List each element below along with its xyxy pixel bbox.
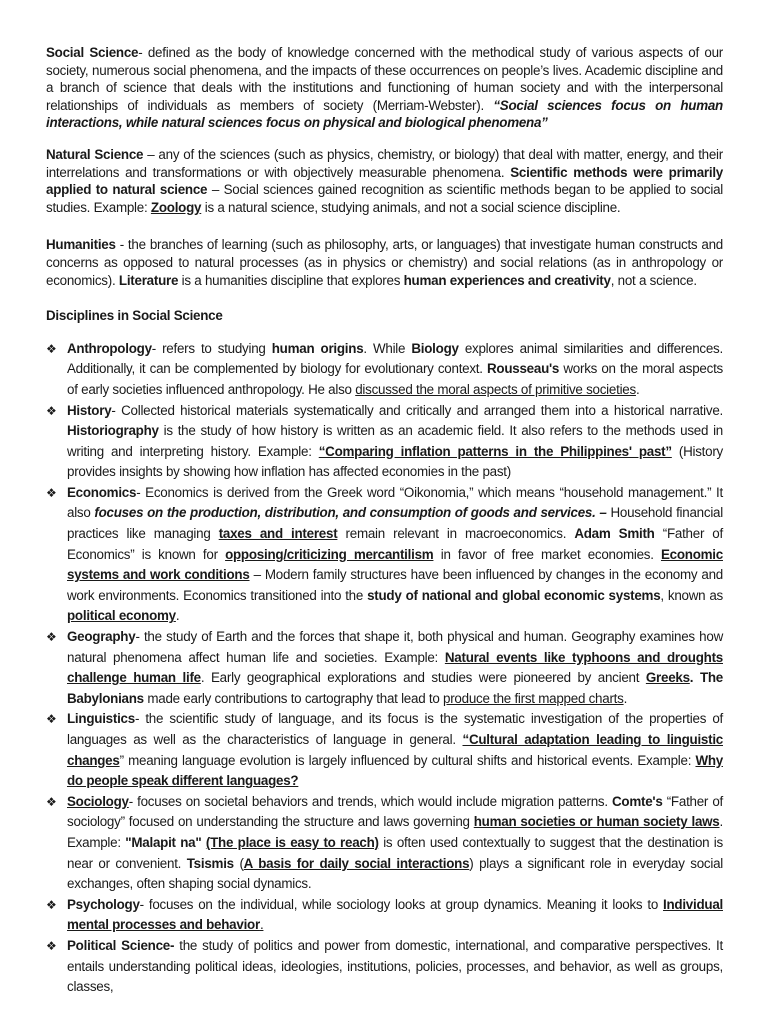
item-text: - refers to studying: [151, 340, 272, 356]
definition-text: is a humanities discipline that explores: [178, 272, 404, 288]
item-text: .: [175, 608, 180, 624]
paragraph-humanities: [46, 236, 723, 289]
item-text: .: [259, 917, 264, 933]
emphasis-text: focuses on the production, distribution, and consumption of goods and services. –: [94, 505, 607, 521]
item-text: – Modern family structures have been influenced by changes in the economy and work environments. Economics transitioned into the: [67, 567, 723, 603]
item-text: remain relevant in macroeconomics.: [337, 526, 575, 542]
term-political-science: Political Science-: [67, 937, 175, 953]
section-heading: Disciplines in Social Science: [46, 308, 223, 324]
emphasis-text: Adam Smith: [574, 526, 655, 542]
emphasis-text: Comte's: [612, 793, 663, 809]
item-text: - focuses on societal behaviors and trends, which would include migration patterns.: [128, 793, 612, 809]
emphasis-text: A basis for daily social interactions: [243, 855, 470, 871]
term-linguistics: Linguistics: [67, 711, 135, 727]
emphasis-text: Economic systems and work conditions: [67, 546, 723, 583]
list-item-economics: [46, 483, 723, 627]
emphasis-text: "Malapit na": [125, 834, 202, 850]
bullet-icon: ❖: [46, 897, 57, 912]
item-text: . Early geographical explorations and studies were pioneered by ancient: [200, 670, 646, 686]
item-text: explores animal similarities and differences. Additionally, it can be complemented by biology for evolutionary context.: [67, 340, 723, 377]
bullet-icon: ❖: [46, 341, 57, 356]
item-text: works on the moral aspects of early societies influenced anthropology. He also: [67, 361, 723, 397]
emphasis-text: Rousseau's: [487, 361, 560, 377]
disciplines-list: [46, 339, 723, 998]
list-item-anthropology: [46, 339, 723, 401]
bullet-icon: ❖: [46, 403, 57, 418]
item-text: . Example:: [67, 814, 723, 850]
document-page: [46, 44, 723, 998]
definition-text: – any of the sciences (such as physics, chemistry, or biology) that deal with matter, energy, and their interrelations and transformations or with objectively measurable phenomena.: [46, 146, 723, 180]
emphasis-text: Individual mental processes and behavior: [67, 896, 723, 933]
emphasis-text: Tsismis: [186, 855, 234, 871]
list-item-sociology: [46, 792, 723, 895]
emphasis-text: human origins: [271, 340, 364, 356]
list-item-history: [46, 401, 723, 483]
example-text: Natural events like typhoons and droughts challenge human life: [67, 649, 723, 686]
item-text: is the study of how history is written as an academic field. It also refers to the methods used in writing and interpreting history. Example:: [67, 423, 723, 459]
item-text: (: [233, 855, 244, 871]
emphasis-text: Literature: [118, 272, 179, 288]
bullet-icon: ❖: [46, 485, 57, 500]
item-text: made early contributions to cartography that lead to: [143, 690, 444, 706]
term-social-science: Social Science: [46, 45, 139, 60]
example-zoology: Zoology: [150, 199, 202, 215]
item-text: Household financial practices like managing: [67, 505, 723, 542]
emphasis-text: “Cultural adaptation leading to linguistic changes: [67, 732, 723, 768]
item-text: ) plays a significant role in everyday social exchanges, often shaping social dynamics.: [67, 855, 723, 892]
definition-text: is a natural science, studying animals, and not a social science discipline.: [201, 199, 621, 215]
item-text: “Father of Economics” is known for: [67, 526, 723, 562]
emphasis-text: study of national and global economic systems: [367, 587, 661, 603]
example-text: “Comparing inflation patterns in the Philippines' past”: [318, 443, 672, 459]
term-economics: Economics: [67, 484, 137, 500]
definition-text: - defined as the body of knowledge concerned with the methodical study of various aspects of our society, numerous social phenomena, and the impacts of these occurrences on people’s lives. Academic discipline and a branch of science that deals with the institutions and functioning of human society and with the interpersonal relationships of individuals as members of society (Merriam-Webster).: [46, 45, 723, 113]
list-item-political-science: [46, 936, 723, 998]
list-item-psychology: [46, 895, 723, 936]
quote-social-vs-natural: “Social sciences focus on human interactions, while natural sciences focus on physical and biological phenomena”: [46, 97, 723, 131]
term-history: History: [67, 402, 112, 418]
item-text: - focuses on the individual, while sociology looks at group dynamics. Meaning it looks to: [139, 896, 663, 912]
definition-text: , not a science.: [610, 272, 697, 288]
item-text: “Father of sociology” focused on understanding the structure and laws governing: [67, 793, 723, 830]
underlined-text: produce the first mapped charts: [443, 690, 624, 706]
emphasis-text: human experiences and creativity: [403, 272, 611, 288]
definition-text: – Social sciences gained recognition as scientific methods began to be applied to social studies. Example:: [46, 182, 723, 215]
item-text: ” meaning language evolution is largely influenced by cultural shifts and historical events. Example:: [119, 752, 696, 768]
emphasis-text: opposing/criticizing mercantilism: [225, 546, 434, 562]
emphasis-text: Greeks: [645, 670, 690, 686]
definition-text: - the branches of learning (such as philosophy, arts, or languages) that investigate human constructs and concerns as opposed to natural processes (as in physics or chemistry) and social relations (as in anthropology or economics).: [46, 237, 723, 288]
emphasis-text: Biology: [411, 340, 459, 356]
bullet-icon: ❖: [46, 794, 57, 809]
emphasis-text: (The place is easy to reach): [205, 834, 379, 850]
term-humanities: Humanities: [46, 237, 116, 253]
emphasis-text: human societies or human society laws: [473, 814, 720, 830]
item-text: , known as: [660, 587, 723, 603]
term-psychology: Psychology: [67, 896, 140, 912]
item-text: .: [623, 690, 628, 706]
term-sociology: Sociology: [67, 793, 129, 809]
emphasis-text: taxes and interest: [218, 526, 338, 542]
list-item-geography: [46, 627, 723, 709]
item-text: (History provides insights by showing how inflation has affected economies in the past): [67, 443, 723, 480]
term-natural-science: Natural Science: [46, 146, 144, 162]
emphasis-text: Historiography: [67, 423, 159, 439]
item-text: in favor of free market economies.: [433, 546, 661, 562]
list-item-linguistics: [46, 709, 723, 791]
paragraph-social-science: [46, 44, 723, 132]
item-text: - Economics is derived from the Greek word “Oikonomia,” which means “household management.” It also: [67, 484, 723, 521]
paragraph-natural-science: [46, 146, 723, 216]
item-text: .: [635, 381, 640, 397]
underlined-text: discussed the moral aspects of primitive societies: [355, 381, 636, 397]
term-anthropology: Anthropology: [67, 340, 152, 356]
item-text: .: [689, 670, 700, 686]
bullet-icon: ❖: [46, 630, 57, 645]
example-text: Why do people speak different languages?: [67, 752, 723, 789]
item-text: is often used contextually to suggest that the destination is near or convenient.: [67, 834, 723, 871]
item-text: - Collected historical materials systematically and critically and arranged them into a historical narrative.: [111, 402, 723, 418]
bullet-icon: ❖: [46, 712, 57, 727]
emphasis-text: political economy: [67, 608, 176, 624]
emphasis-text: Scientific methods were primarily applied to natural science: [46, 164, 723, 198]
item-text: - the study of Earth and the forces that shape it, both physical and human. Geography examines how natural phenomena affect human life and societies. Example:: [67, 629, 723, 665]
item-text: . While: [363, 340, 412, 356]
emphasis-text: The Babylonians: [67, 670, 724, 706]
term-geography: Geography: [67, 629, 136, 645]
item-text: the study of politics and power from domestic, international, and comparative perspectives. It entails understanding political ideas, ideologies, institutions, policies, processes, and behavior, as well as groups, classes,: [67, 937, 723, 995]
item-text: - the scientific study of language, and its focus is the systematic investigation of the properties of languages as well as the characteristics of language in general.: [67, 711, 723, 747]
bullet-icon: ❖: [46, 938, 57, 953]
